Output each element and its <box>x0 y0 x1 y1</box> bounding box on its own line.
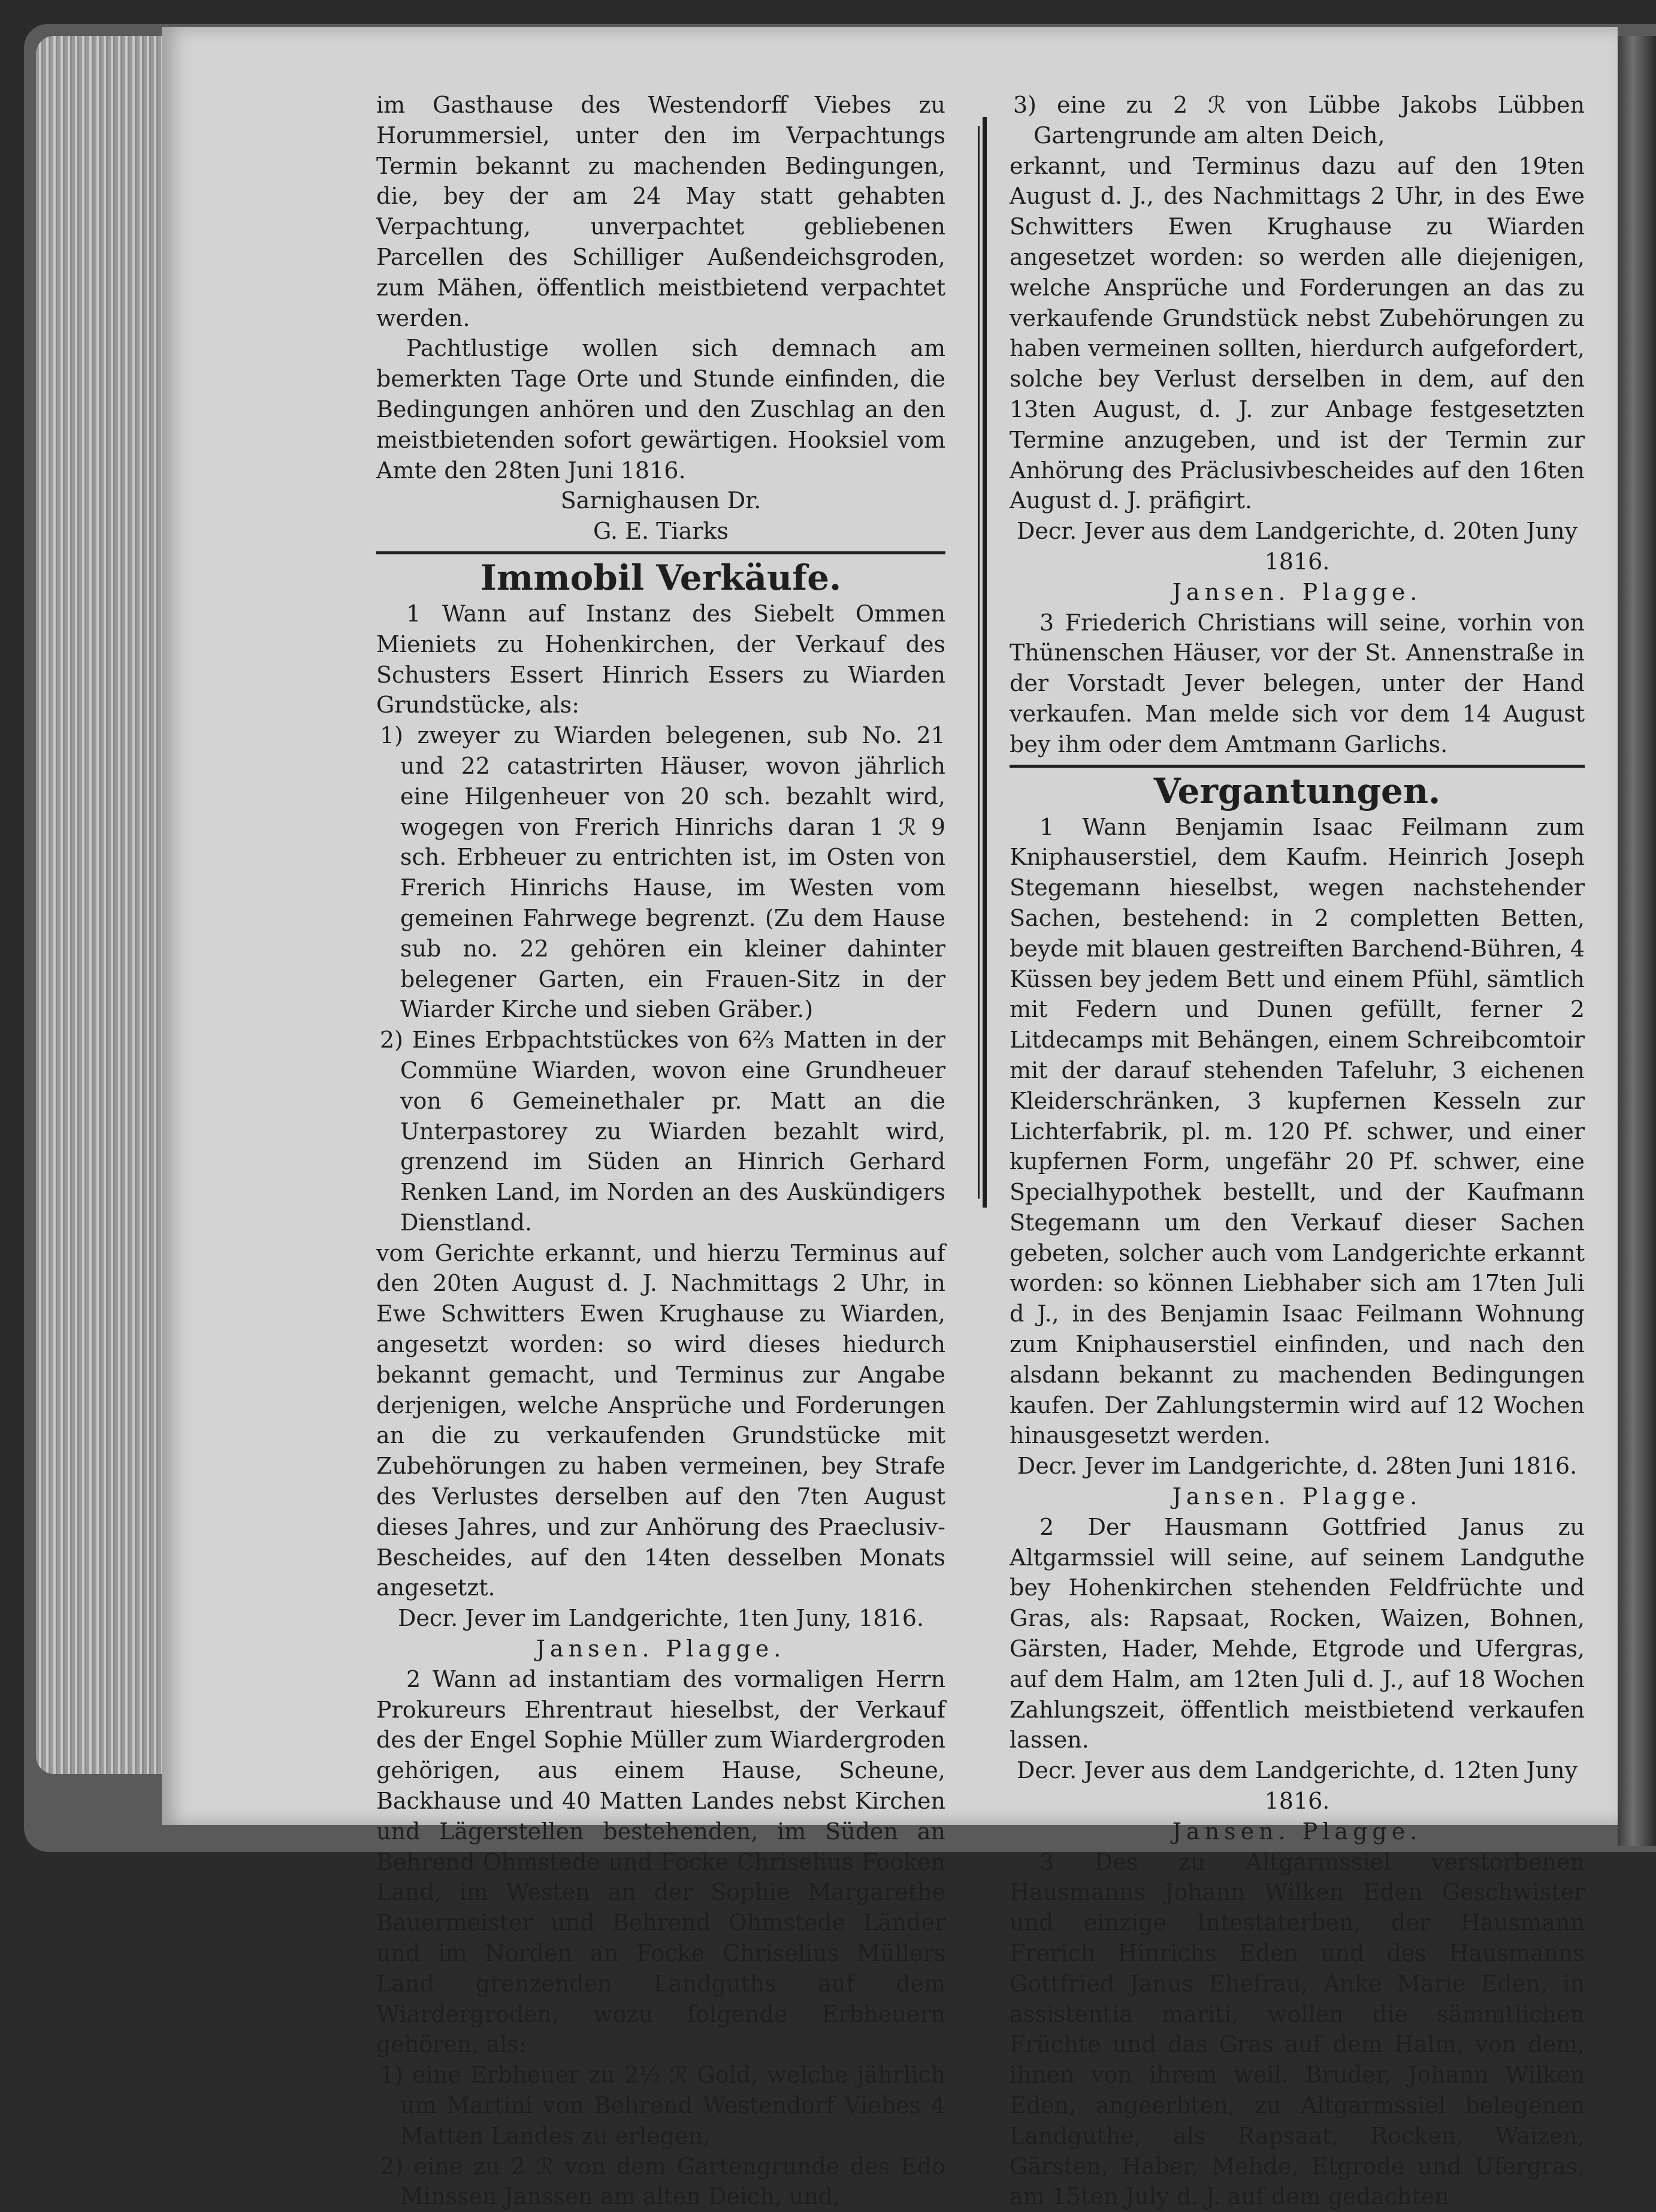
signature: Jansen. Plagge. <box>1172 578 1422 605</box>
list-item: 2) eine zu 2 ℛ von dem Gartengrunde des Edo Minssen Janssen am alten Deich, und, <box>380 2153 945 2210</box>
column-divider-thin <box>978 126 980 1199</box>
notice-paragraph: vom Gerichte erkannt, und hierzu Terminus auf den 20ten August d. J. Nachmittags 2 Uhr, in Ewe Schwitters Ewen Krughause zu Wiarden, angesetzt worden: so wird dieses hiedurch bekannt gemacht, und Terminus zur Angabe derjenigen, welche Ansprüche und Forderungen an die zu verkaufenden Grundstücke mit Zubehörungen zu haben vermeinen, bey Strafe des Verlustes derselben auf den 7ten August dieses Jahres, und zur Anhörung des Praeclusiv-Bescheides, auf den 14ten desselben Monats angesetzt. <box>376 1239 945 1601</box>
decree-line: Decr. Jever im Landgerichte, 1ten Juny, 1816. <box>397 1605 924 1632</box>
list-item: 3) eine zu 2 ℛ von Lübbe Jakobs Lübben Gartengrunde am alten Deich, <box>1013 92 1585 149</box>
notice-item: 3 Friederich Christians will seine, vorhin von Thünenschen Häuser, vor der St. Annenstraße in der Vorstadt Jever belegen, unter der Hand verkaufen. Man melde sich vor dem 14 August bey ihm oder dem Amtmann Garlichs. <box>1010 609 1585 758</box>
notice-item: 1 Wann Benjamin Isaac Feilmann zum Kniphauserstiel, dem Kaufm. Heinrich Joseph Stegemann hieselbst, wegen nachstehender Sachen, bestehend: in 2 completten Betten, beyde mit blauen gestreiften Barchend-Bühren, 4 Küssen bey jedem Bett und einem Pfühl, sämtlich mit Federn und Dunen gefüllt, ferner 2 Litdecamps mit Behängen, einem Schreibcomtoir mit der darauf stehenden Tafeluhr, 3 eichenen Kleiderschränken, 3 kupfernen Kesseln zur Lichterfabrik, pl. m. 120 Pf. schwer, und einer kupfernen Form, ungefähr 20 Pf. schwer, eine Specialhypothek bestellt, und der Kaufmann Stegemann um den Verkauf dieser Sachen gebeten, solcher auch vom Landgerichte erkannt worden: so können Liebhaber sich am 17ten Juli d J., in des Benjamin Isaac Feilmann Wohnung zum Kniphauserstiel einfinden, und nach den alsdann bekannt zu machenden Bedingungen kaufen. Der Zahlungstermin wird auf 12 Wochen hinausgesetzt werden. <box>1010 813 1585 1449</box>
book-gutter <box>1618 36 1656 1846</box>
section-rule <box>376 551 945 554</box>
section-heading: Vergantungen. <box>1153 770 1441 811</box>
decree-line: Decr. Jever im Landgerichte, d. 28ten Juni 1816. <box>1017 1453 1578 1480</box>
column-divider <box>983 117 987 1208</box>
list-item: 1) zweyer zu Wiarden belegenen, sub No. 21 und 22 catastrirten Häuser, wovon jährlich eine Hilgenheuer von 20 sch. bezahlt wird, wogegen von Frerich Hinrichs daran 1 ℛ 9 sch. Erbheuer zu entrichten ist, im Osten von Frerich Hinrichs Hause, im Westen vom gemeinen Fahrwege begrenzt. (Zu dem Hause sub no. 22 gehören ein kleiner dahinter belegener Garten, ein Frauen-Sitz in der Wiarder Kirche und sieben Gräber.) <box>380 722 945 1023</box>
notice-paragraph: erkannt, und Terminus dazu auf den 19ten August d. J., des Nachmittags 2 Uhr, in des Ewe Schwitters Ewen Krughause zu Wiarden angesetzet worden: so werden alle diejenigen, welche Ansprüche und Forderungen an das zu verkaufende Grundstück nebst Zubehörungen zu haben vermeinen sollten, hierdurch aufgefordert, solche bey Verlust derselben in dem, auf den 13ten August, d. J. zur Anbage festgesetzten Termine anzugeben, und ist der Termin zur Anhörung des Präclusivbescheides auf den 16ten August d. J. präfigirt. <box>1010 152 1585 514</box>
signature: Sarnighausen Dr. <box>560 487 761 514</box>
list-item: 1) eine Erbheuer zu 2½ ℛ Gold, welche jährlich um Martini von Behrend Westendorf Viebes 4 Matten Landes zu erlegen, <box>380 2062 945 2149</box>
signature: Jansen. Plagge. <box>536 1635 786 1662</box>
notice-item: 2 Der Hausmann Gottfried Janus zu Altgarmssiel will seine, auf seinem Landguthe bey Hohenkirchen stehenden Feldfrüchte und Gras, als: Rapsaat, Rocken, Waizen, Bohnen, Gärsten, Hader, Mehde, Etgrode und Ufergras, auf dem Halm, am 12ten Juli d. J., auf 18 Wochen Zahlungszeit, öffentlich meistbietend verkaufen lassen. <box>1010 1513 1585 1754</box>
decree-line: Decr. Jever aus dem Landgerichte, d. 20ten Juny 1816. <box>1016 518 1578 575</box>
notice-item: 3 Des zu Altgarmssiel verstorbenen Hausmanns Johann Wilken Eden Geschwister und einzige Intestaterben, der Hausmann Frerich Hinrichs Eden und des Hausmanns Gottfried Janus Ehefrau, Anke Marie Eden, in assistentia mariti, wollen die sämmtlichen Früchte und das Gras auf dem Halm, von dem, ihnen von ihrem weil. Bruder, Johann Wilken Eden, angeerbten, zu Altgarmssiel belegenen Landguthe, als Rapsaat, Rocken, Waizen, Gärsten, Haber, Mehde, Etgrode und Ufergras, am 15ten July d. J. auf dem gedachten <box>1010 1848 1585 2210</box>
notice-item: 1 Wann auf Instanz des Siebelt Ommen Mieniets zu Hohenkirchen, der Verkauf des Schusters Essert Hinrich Essers zu Wiarden Grundstücke, als: <box>376 600 945 719</box>
notice-continuation: im Gasthause des Westendorff Viebes zu Horummersiel, unter den im Verpachtungs Termin bekannt zu machenden Bedingungen, die, bey der am 24 May statt gehabten Verpachtung, unverpachtet gebliebenen Parcellen des Schilliger Außendeichsgroden, zum Mähen, öffentlich meistbietend verpachtet werden. <box>376 92 945 331</box>
page-edges <box>36 36 168 1774</box>
decree-line: Decr. Jever aus dem Landgerichte, d. 12ten Juny 1816. <box>1016 1757 1578 1815</box>
section-heading: Immobil Verkäufe. <box>480 557 842 598</box>
section-rule <box>1010 765 1585 768</box>
list-item: 2) Eines Erbpachtstückes von 6⅔ Matten in der Commüne Wiarden, wovon eine Grundheuer von 6 Gemeinethaler pr. Matt an die Unterpastorey zu Wiarden bezahlt wird, grenzend im Süden an Hinrich Gerhard Renken Land, im Norden an des Auskündigers Dienstland. <box>380 1027 945 1236</box>
signature: Jansen. Plagge. <box>1172 1483 1422 1510</box>
signature: Jansen. Plagge. <box>1172 1818 1422 1845</box>
left-column <box>376 90 945 2212</box>
signature: G. E. Tiarks <box>593 518 729 545</box>
notice-paragraph: Pachtlustige wollen sich demnach am bemerkten Tage Orte und Stunde einfinden, die Bedingungen anhören und den Zuschlag an den meistbietenden sofort gewärtigen. Hooksiel vom Amte den 28ten Juni 1816. <box>376 335 945 484</box>
notice-item: 2 Wann ad instantiam des vormaligen Herrn Prokureurs Ehrentraut hieselbst, der Verkauf des der Engel Sophie Müller zum Wiardergroden gehörigen, aus einem Hause, Scheune, Backhause und 40 Matten Landes nebst Kirchen und Lägerstellen bestehenden, im Süden an Behrend Ohmstede und Focke Chriselius Fooken Land, im Westen an der Sophie Margarethe Bauermeister und Behrend Ohmstede Länder und im Norden an Focke Chriselius Müllers Land grenzenden Landguths auf dem Wiardergroden, wozu folgende Erbheuern gehören, als: <box>376 1665 945 2058</box>
right-column <box>1010 90 1585 2212</box>
